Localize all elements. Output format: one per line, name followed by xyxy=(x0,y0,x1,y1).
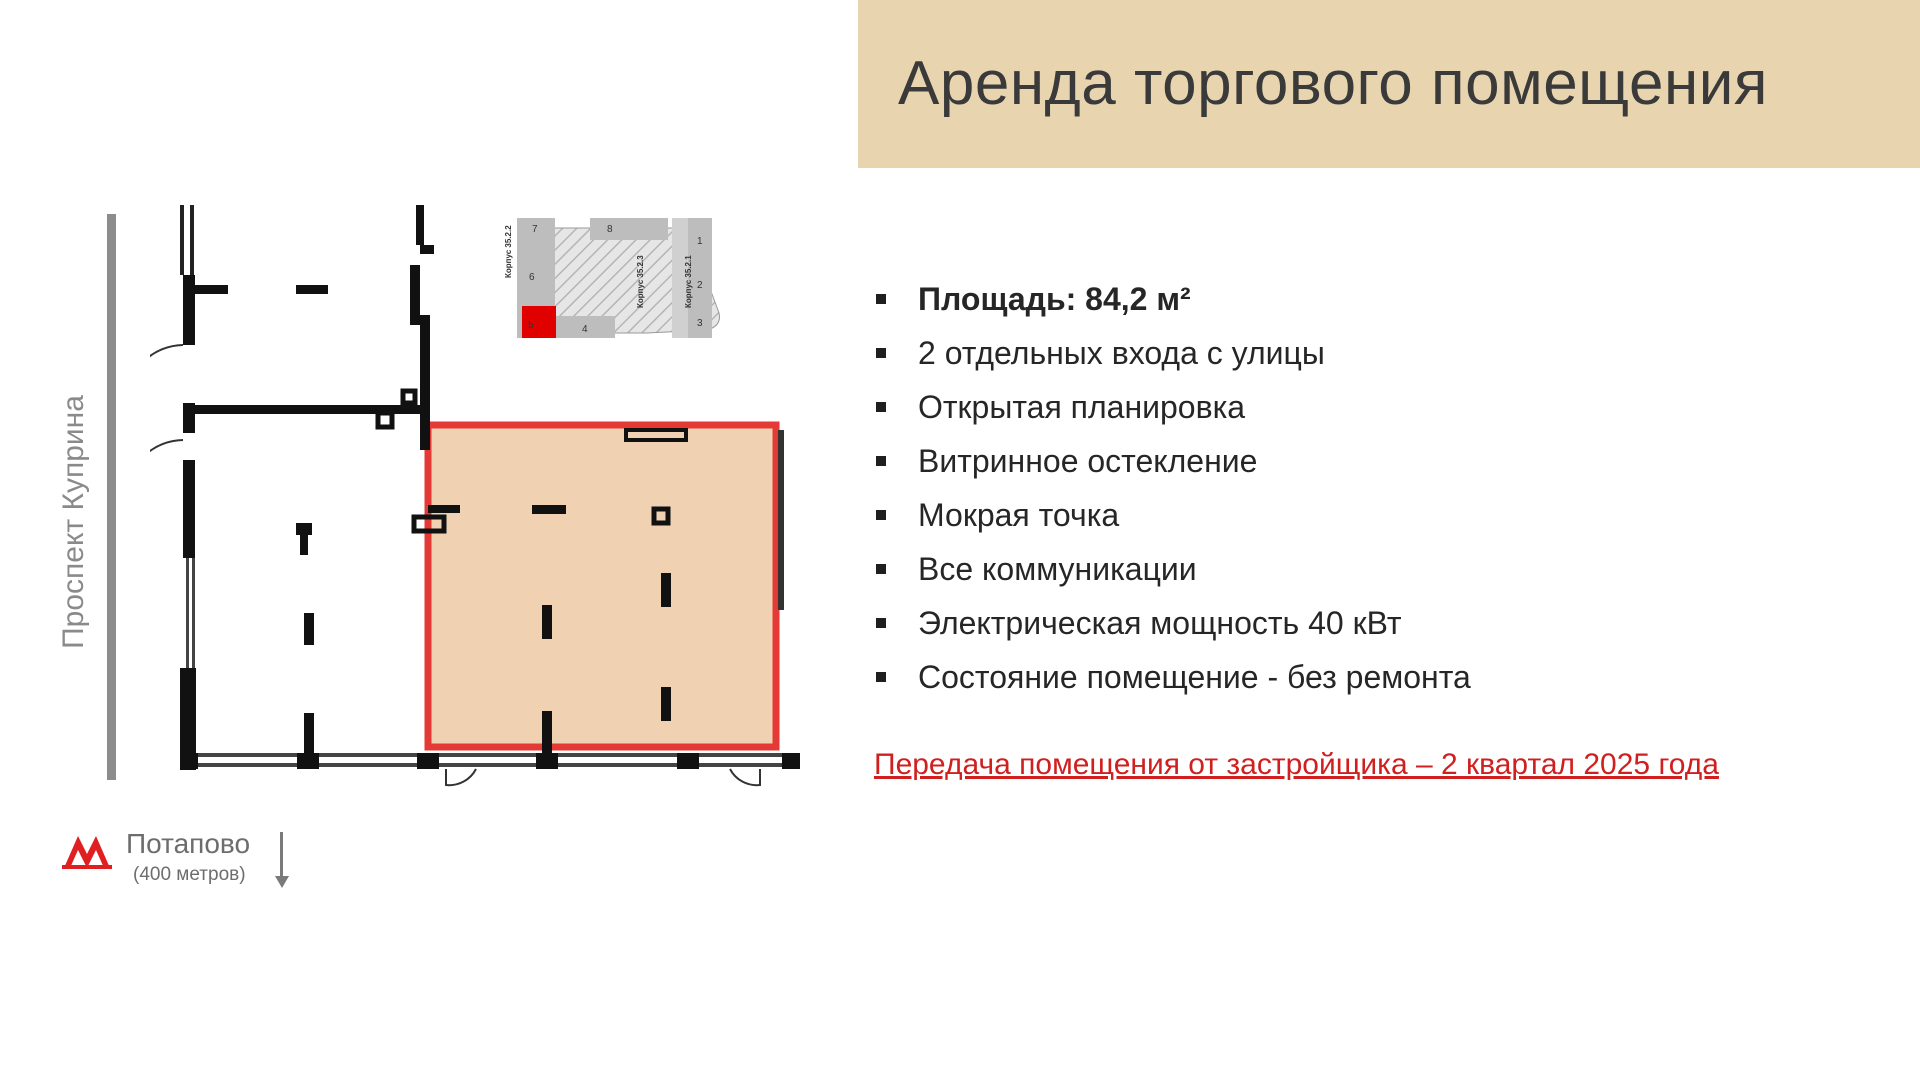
feature-text: Площадь: 84,2 м² xyxy=(918,281,1191,317)
bullet-icon xyxy=(876,510,886,520)
section-number: 4 xyxy=(582,324,588,335)
features-list xyxy=(874,274,1471,706)
bullet-icon xyxy=(876,402,886,412)
handover-note-link[interactable]: Передача помещения от застройщика – 2 квартал 2025 года xyxy=(874,748,1719,781)
feature-item xyxy=(874,382,1471,436)
arrow-down-icon xyxy=(274,832,290,890)
feature-item xyxy=(874,652,1471,706)
metro-station-name: Потапово xyxy=(126,828,251,859)
feature-text: Электрическая мощность 40 кВт xyxy=(918,605,1402,641)
bullet-icon xyxy=(876,618,886,628)
highlighted-unit xyxy=(428,425,776,747)
feature-item xyxy=(874,544,1471,598)
section-number: 8 xyxy=(607,224,613,235)
section-number: 2 xyxy=(697,280,703,291)
section-number: 7 xyxy=(532,224,538,235)
building-label: Корпус 35.2.2 xyxy=(504,225,513,278)
building-label: Корпус 35.2.1 xyxy=(684,255,693,308)
feature-text: 2 отдельных входа с улицы xyxy=(918,335,1325,371)
section-number: 1 xyxy=(697,236,703,247)
page-title: Аренда торгового помещения xyxy=(898,49,1768,118)
feature-text: Открытая планировка xyxy=(918,389,1246,425)
section-number: 3 xyxy=(697,318,703,329)
street-label: Проспект Куприна xyxy=(57,395,90,649)
bullet-icon xyxy=(876,294,886,304)
section-number: 5 xyxy=(528,320,534,331)
metro-distance: (400 метров) xyxy=(133,864,246,885)
site-minimap xyxy=(497,208,757,348)
feature-text: Витринное остекление xyxy=(918,443,1258,479)
feature-item xyxy=(874,598,1471,652)
feature-item xyxy=(874,328,1471,382)
bullet-icon xyxy=(876,672,886,682)
bullet-icon xyxy=(876,456,886,466)
street-line xyxy=(107,214,116,780)
bullet-icon xyxy=(876,564,886,574)
feature-item xyxy=(874,274,1471,328)
bullet-icon xyxy=(876,348,886,358)
feature-text: Мокрая точка xyxy=(918,497,1120,533)
feature-text: Состояние помещение - без ремонта xyxy=(918,659,1471,695)
building-label: Корпус 35.2.3 xyxy=(636,255,645,308)
section-number: 6 xyxy=(529,272,535,283)
metro-m-icon xyxy=(62,832,112,872)
feature-text: Все коммуникации xyxy=(918,551,1197,587)
feature-item xyxy=(874,490,1471,544)
feature-item xyxy=(874,436,1471,490)
